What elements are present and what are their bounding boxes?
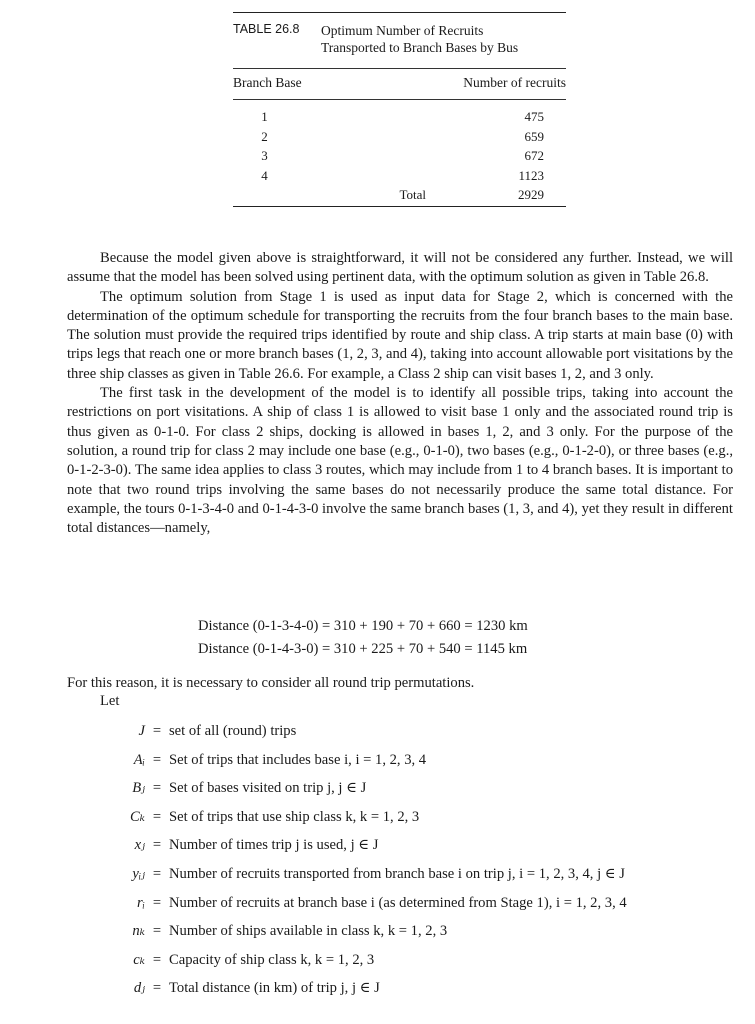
definition-symbol: yᵢⱼ xyxy=(132,865,145,882)
table-number: TABLE 26.8 xyxy=(233,22,300,36)
definition-symbol: Bⱼ xyxy=(132,780,145,797)
definition-symbol: nₖ xyxy=(132,923,145,940)
body-text xyxy=(67,249,733,538)
definition-text: Set of bases visited on trip j, j ∈ J xyxy=(169,780,367,797)
equation-2: Distance (0-1-4-3-0) = 310 + 225 + 70 + 540 = 1145 km xyxy=(198,640,528,657)
table-row xyxy=(233,127,566,147)
definition-item: Cₖ = Set of trips that use ship class k, k = 1, 2, 3 xyxy=(105,803,627,832)
cell-count: 1123 xyxy=(518,167,544,183)
cell-count: 659 xyxy=(524,128,544,144)
definition-symbol: J xyxy=(138,723,145,739)
column-header-branch-base: Branch Base xyxy=(233,75,302,90)
cell-base: 1 xyxy=(261,109,268,124)
definition-symbol: Aᵢ xyxy=(133,751,145,768)
table-row xyxy=(233,146,566,166)
definition-text: Capacity of ship class k, k = 1, 2, 3 xyxy=(169,951,375,968)
table-body xyxy=(233,100,566,206)
definition-text: Set of trips that includes base i, i = 1, 2, 3, 4 xyxy=(169,751,427,768)
table-total-row xyxy=(233,185,566,205)
column-header-recruits: Number of recruits xyxy=(463,75,566,90)
table-title-line2: Transported to Branch Bases by Bus xyxy=(321,40,519,55)
definition-item: nₖ = Number of ships available in class k, k = 1, 2, 3 xyxy=(105,917,627,946)
cell-count: 672 xyxy=(524,148,544,163)
let-label: Let xyxy=(100,693,120,709)
definitions-list xyxy=(105,717,627,1003)
paragraph-1: Because the model given above is straightforward, it will not be considered any further. Instead, we will assume that the model has been solved using pertinent data, with the optimum solution as given in Table 26.8. xyxy=(67,250,733,286)
definition-text: Number of ships available in class k, k = 1, 2, 3 xyxy=(169,923,448,940)
definition-text: Number of recruits at branch base i (as determined from Stage 1), i = 1, 2, 3, 4 xyxy=(169,894,627,911)
definition-item: Aᵢ = Set of trips that includes base i, i = 1, 2, 3, 4 xyxy=(105,746,627,775)
total-label: Total xyxy=(399,187,426,202)
definition-item: rᵢ = Number of recruits at branch base i (as determined from Stage 1), i = 1, 2, 3, 4 xyxy=(105,889,627,918)
definition-item: cₖ = Capacity of ship class k, k = 1, 2, 3 xyxy=(105,946,627,975)
definition-symbol: cₖ xyxy=(133,951,145,968)
definition-text: Number of recruits transported from branch base i on trip j, i = 1, 2, 3, 4, j ∈ J xyxy=(169,865,625,882)
paragraph-3: The first task in the development of the model is to identify all possible trips, taking into account the restrictions on port visitations. A ship of class 1 is allowed to visit base 1 only and the associated round trip is thus given as 0-1-0. For class 2 ships, docking is allowed in bases 1, 2, and 3 only. For the purpose of the solution, a round trip for class 2 may include one base (e.g., 0-1-0), two bases (e.g., 0-1-2-0), or three bases (e.g., 0-1-2-3-0). The same idea applies to class 3 routes, which may include from 1 to 4 branch bases. It is important to note that two round trips involving the same bases do not necessarily produce the same total distance. For example, the tours 0-1-3-4-0 and 0-1-4-3-0 involve the same branch bases (1, 3, and 4), yet they result in different total distances—namely, xyxy=(67,385,733,537)
definition-symbol: dⱼ xyxy=(133,980,145,997)
table-caption xyxy=(233,13,566,68)
definition-item: xⱼ = Number of times trip j is used, j ∈ J xyxy=(105,831,627,860)
table-row xyxy=(233,107,566,127)
definition-symbol: rᵢ xyxy=(137,894,145,911)
definition-item: Bⱼ = Set of bases visited on trip j, j ∈ J xyxy=(105,774,627,803)
table-title-line1: Optimum Number of Recruits xyxy=(321,23,484,38)
paragraph-4: For this reason, it is necessary to consider all round trip permutations. xyxy=(67,675,475,691)
definition-text: Number of times trip j is used, j ∈ J xyxy=(169,837,379,854)
table-26-8 xyxy=(233,12,566,207)
definition-text: Set of trips that use ship class k, k = 1, 2, 3 xyxy=(169,808,420,825)
definition-text: Total distance (in km) of trip j, j ∈ J xyxy=(169,980,380,997)
definition-item: yᵢⱼ = Number of recruits transported from branch base i on trip j, i = 1, 2, 3, 4, j ∈ J xyxy=(105,860,627,889)
equation-1: Distance (0-1-3-4-0) = 310 + 190 + 70 + 660 = 1230 km xyxy=(198,618,528,634)
cell-base: 2 xyxy=(261,128,268,144)
definition-text: set of all (round) trips xyxy=(169,723,297,739)
cell-base: 3 xyxy=(261,148,268,163)
total-value: 2929 xyxy=(518,187,544,202)
distance-equations xyxy=(198,615,528,660)
table-bottom-rule xyxy=(233,206,566,207)
definition-symbol: Cₖ xyxy=(129,808,145,825)
cell-base: 4 xyxy=(261,167,268,183)
definition-item: J = set of all (round) trips xyxy=(105,717,627,746)
table-header xyxy=(233,69,566,99)
cell-count: 475 xyxy=(524,109,544,124)
table-title xyxy=(321,22,518,68)
definition-symbol: xⱼ xyxy=(134,837,145,854)
definition-item: dⱼ = Total distance (in km) of trip j, j ∈ J xyxy=(105,974,627,1003)
paragraph-2: The optimum solution from Stage 1 is used as input data for Stage 2, which is concerned with the determination of the optimum schedule for transporting the recruits from the four branch bases to the main base. The solution must provide the required trips identified by route and ship class. A trip starts at main base (0) with trips legs that reach one or more branch bases (1, 2, 3, and 4), taking into account allowable port visitations by the three ship classes as given in Table 26.6. For example, a Class 2 ship can visit bases 1, 2, and 3 only. xyxy=(67,288,733,382)
table-row xyxy=(233,166,566,186)
